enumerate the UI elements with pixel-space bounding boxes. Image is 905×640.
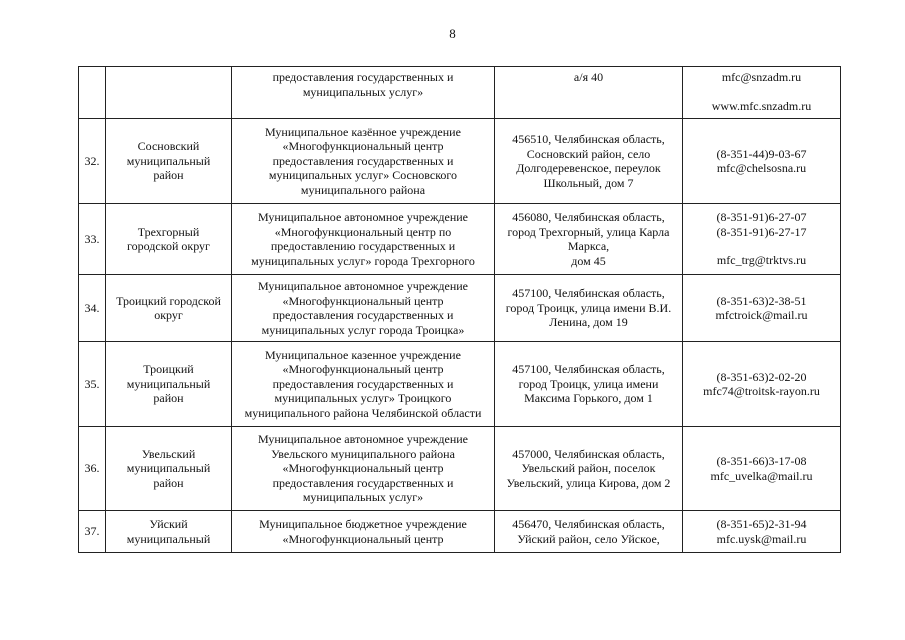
- table-row: [79, 119, 841, 204]
- contacts-line: (8-351-66)3-17-08: [716, 454, 807, 468]
- table-row: [79, 67, 841, 119]
- district-cell: [106, 67, 232, 119]
- institution-line: предоставления государственных и: [272, 308, 454, 322]
- district-line: район: [153, 475, 184, 490]
- contacts-cell: [683, 342, 841, 427]
- address-line: город Троицк, улица имени: [518, 376, 659, 391]
- contacts-line: (8-351-63)2-38-51: [716, 293, 807, 308]
- institution-line: муниципального района: [300, 182, 426, 197]
- contacts-line: mfc@snzadm.ru: [721, 70, 802, 84]
- address-line: Сосновский район, село: [526, 146, 651, 161]
- contacts-line: (8-351-91)6-27-07: [716, 210, 807, 225]
- page-number: 8: [449, 26, 456, 41]
- contacts-line: mfc_uvelka@mail.ru: [710, 468, 813, 483]
- contacts-cell: [683, 67, 841, 119]
- contacts-cell: [683, 511, 841, 553]
- contacts-line: (8-351-91)6-27-17: [716, 224, 807, 239]
- district-cell: [106, 342, 232, 427]
- contacts-line: [686, 239, 837, 253]
- district-line: муниципальный: [126, 461, 211, 476]
- address-line: 457000, Челябинская область,: [512, 446, 665, 461]
- address-line: город Трехгорный, улица Карла: [507, 224, 670, 239]
- contacts-line: mfc.uysk@mail.ru: [716, 531, 807, 546]
- row-number: [79, 67, 106, 119]
- district-line: округ: [154, 308, 183, 322]
- institution-cell: [232, 67, 495, 119]
- institution-line: предоставления государственных и: [272, 475, 454, 490]
- institution-line: «Многофункциональный центр: [282, 531, 444, 546]
- contacts-line: (8-351-63)2-02-20: [716, 369, 807, 384]
- row-number: 37.: [79, 511, 106, 553]
- institution-cell: [232, 204, 495, 275]
- address-line: 456080, Челябинская область,: [512, 210, 665, 224]
- address-line: а/я 40: [573, 70, 604, 84]
- institution-cell: [232, 119, 495, 204]
- contacts-line: mfctroick@mail.ru: [715, 308, 808, 322]
- district-line: муниципальный: [126, 531, 211, 546]
- table-row: [79, 342, 841, 427]
- address-line: 457100, Челябинская область,: [512, 362, 665, 377]
- contacts-cell: [683, 275, 841, 342]
- contacts-line: mfc74@troitsk-rayon.ru: [703, 384, 820, 398]
- address-line: 456470, Челябинская область,: [512, 517, 665, 531]
- district-cell: [106, 427, 232, 511]
- contacts-line: mfc_trg@trktvs.ru: [716, 253, 807, 268]
- row-number: 32.: [79, 119, 106, 204]
- district-line: городской округ: [127, 239, 210, 253]
- institution-line: «Многофункциональный центр: [282, 293, 444, 308]
- address-line: Уйский район, село Уйское,: [517, 531, 660, 546]
- address-line: Долгодеревенское, переулок: [516, 161, 661, 175]
- address-cell: [495, 342, 683, 427]
- institution-line: Муниципальное казенное учреждение: [265, 347, 461, 362]
- institution-line: муниципальных услуг» города Трехгорного: [251, 253, 475, 268]
- institution-line: муниципальных услуг города Троицка»: [261, 322, 465, 337]
- institution-line: муниципальных услуг» Сосновского: [268, 168, 458, 183]
- institution-line: Муниципальное бюджетное учреждение: [259, 517, 467, 531]
- mfc-table: [78, 66, 841, 553]
- district-line: Уйский: [149, 517, 188, 531]
- institution-line: муниципального района Челябинской области: [244, 405, 482, 420]
- address-line: дом 45: [571, 253, 606, 268]
- contacts-line: (8-351-44)9-03-67: [716, 146, 807, 161]
- district-line: Увельский: [141, 446, 196, 461]
- institution-cell: [232, 275, 495, 342]
- row-number: 33.: [79, 204, 106, 275]
- address-line: город Троицк, улица имени В.И.: [505, 300, 672, 315]
- address-cell: [495, 427, 683, 511]
- address-cell: [495, 67, 683, 119]
- institution-cell: [232, 511, 495, 553]
- district-line: муниципальный: [126, 153, 211, 168]
- district-cell: [106, 511, 232, 553]
- institution-line: «Многофункциональный центр: [282, 362, 444, 377]
- institution-line: муниципальных услуг»: [302, 84, 424, 99]
- institution-line: предоставления государственных и: [272, 153, 454, 168]
- address-line: Увельский, улица Кирова, дом 2: [506, 475, 671, 490]
- institution-line: предоставления государственных и: [272, 70, 454, 84]
- district-line: Троицкий: [143, 362, 194, 377]
- address-line: Маркса,: [567, 239, 610, 253]
- district-line: Троицкий городской: [116, 293, 221, 308]
- institution-line: Муниципальное автономное учреждение: [258, 279, 468, 293]
- district-line: Трехгорный: [137, 224, 200, 239]
- institution-line: предоставления государственных и: [272, 376, 454, 391]
- row-number: 35.: [79, 342, 106, 427]
- address-cell: [495, 119, 683, 204]
- table-row: [79, 204, 841, 275]
- address-line: Максима Горького, дом 1: [524, 391, 653, 406]
- table-row: [79, 275, 841, 342]
- district-cell: [106, 275, 232, 342]
- address-line: Ленина, дом 19: [549, 315, 628, 330]
- address-line: 457100, Челябинская область,: [512, 286, 665, 301]
- address-cell: [495, 204, 683, 275]
- institution-line: «Многофункциональный центр: [282, 461, 444, 476]
- district-cell: [106, 204, 232, 275]
- mfc-table-body: [79, 67, 841, 553]
- table-row: [79, 511, 841, 553]
- address-line: 456510, Челябинская область,: [512, 132, 665, 146]
- institution-line: Муниципальное казённое учреждение: [265, 124, 461, 139]
- district-line: район: [153, 168, 184, 183]
- district-cell: [106, 119, 232, 204]
- institution-line: Муниципальное автономное учреждение: [258, 432, 468, 447]
- institution-line: Муниципальное автономное учреждение: [258, 210, 468, 224]
- address-line: Школьный, дом 7: [543, 175, 634, 190]
- contacts-cell: [683, 204, 841, 275]
- district-line: муниципальный: [126, 376, 211, 391]
- address-line: Увельский район, поселок: [521, 461, 656, 476]
- row-number: 34.: [79, 275, 106, 342]
- contacts-cell: [683, 119, 841, 204]
- district-line: район: [153, 391, 184, 406]
- contacts-line: www.mfc.snzadm.ru: [711, 98, 812, 113]
- institution-line: «Многофункциональный центр по: [274, 224, 452, 239]
- address-cell: [495, 275, 683, 342]
- contacts-line: mfc@chelsosna.ru: [716, 161, 807, 175]
- contacts-line: (8-351-65)2-31-94: [716, 517, 807, 531]
- contacts-cell: [683, 427, 841, 511]
- table-row: [79, 427, 841, 511]
- institution-line: предоставлению государственных и: [270, 239, 456, 253]
- institution-cell: [232, 342, 495, 427]
- address-cell: [495, 511, 683, 553]
- row-number: 36.: [79, 427, 106, 511]
- district-line: Сосновский: [137, 139, 200, 154]
- institution-line: Увельского муниципального района: [271, 446, 455, 461]
- institution-line: «Многофункциональный центр: [282, 139, 444, 154]
- contacts-line: [686, 85, 837, 99]
- institution-line: муниципальных услуг»: [302, 490, 424, 505]
- institution-cell: [232, 427, 495, 511]
- institution-line: муниципальных услуг» Троицкого: [274, 391, 452, 406]
